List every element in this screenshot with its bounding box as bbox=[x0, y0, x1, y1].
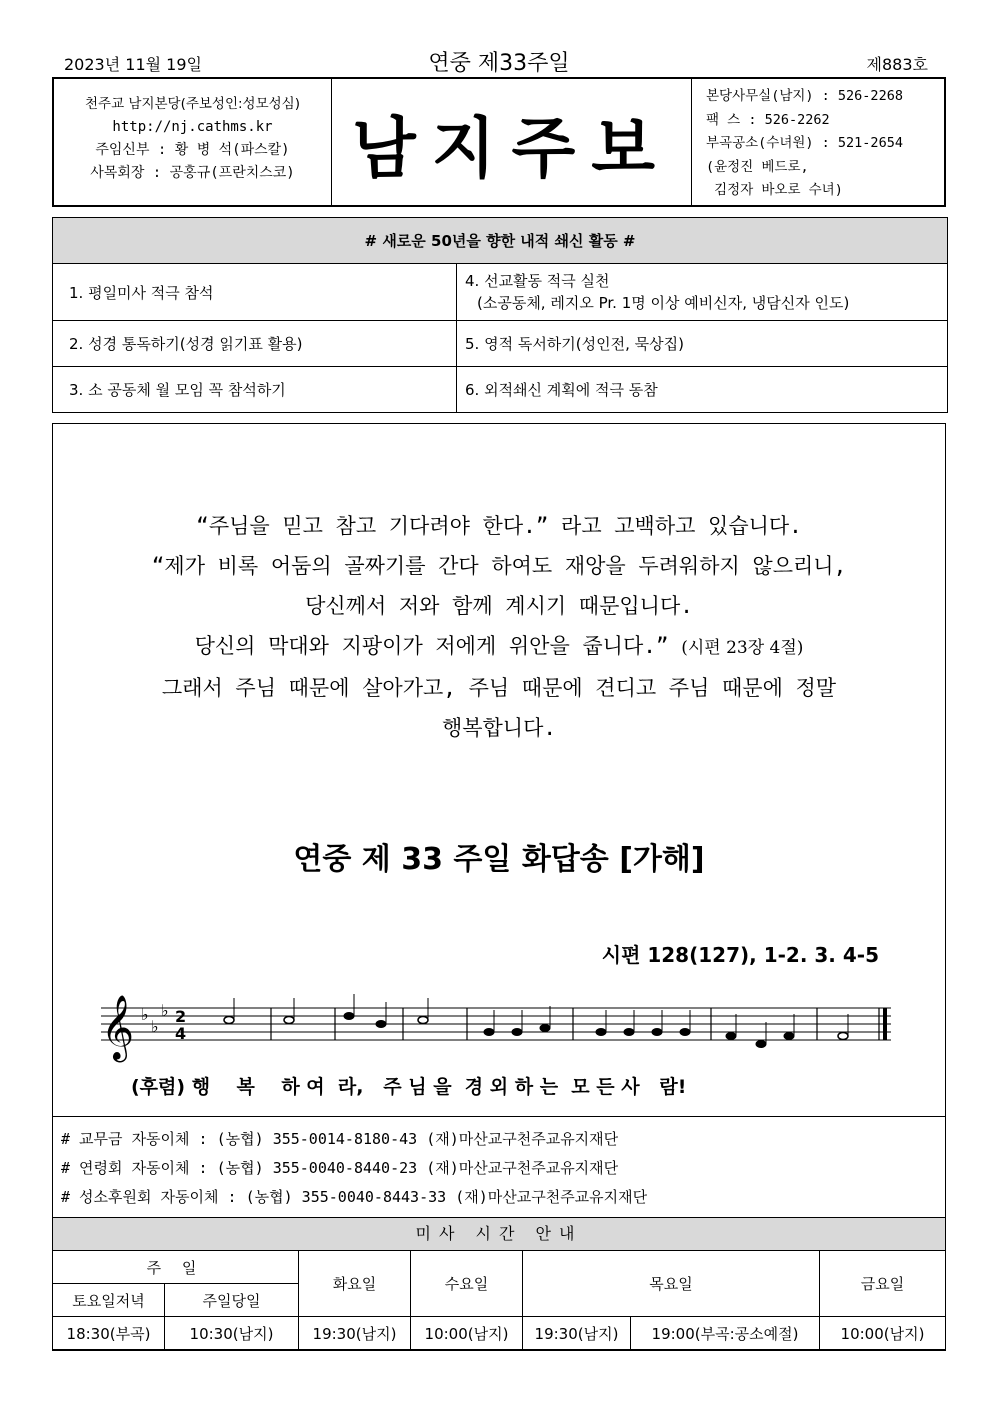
svg-text:♭: ♭ bbox=[141, 1005, 149, 1024]
sisters-line-2: 김정자 바오로 수녀) bbox=[706, 182, 843, 198]
renewal-activities-table bbox=[52, 217, 948, 413]
activity-4-detail: (소공동체, 레지오 Pr. 1명 이상 예비신자, 냉담신자 인도) bbox=[477, 294, 850, 312]
parish-url[interactable]: http://nj.cathms.kr bbox=[112, 119, 273, 135]
issue-number: 제883호 bbox=[866, 55, 928, 74]
activity-4 bbox=[457, 264, 948, 321]
account-tithe: # 교무금 자동이체 : (농협) 355-0014-8180-43 (재)마산교구천주교유지재단 bbox=[61, 1130, 619, 1148]
thursday-time-2: 19:00(부곡:공소예절) bbox=[631, 1317, 820, 1350]
thursday-time-1: 19:30(남지) bbox=[523, 1317, 631, 1350]
quote-line-4 bbox=[53, 626, 945, 668]
wednesday-time: 10:00(남지) bbox=[411, 1317, 523, 1350]
music-staff bbox=[101, 994, 901, 1064]
quote-line-5: 그래서 주님 때문에 살아가고, 주님 때문에 견디고 주님 때문에 정말 bbox=[161, 676, 837, 700]
bulletin-name: 남지주보 bbox=[351, 108, 672, 187]
notes bbox=[224, 994, 848, 1048]
quote-line-6: 행복합니다. bbox=[441, 716, 557, 740]
wednesday-header: 수요일 bbox=[411, 1251, 523, 1317]
time-signature bbox=[175, 1007, 186, 1043]
svg-text:4: 4 bbox=[175, 1024, 187, 1043]
sunday-title: 연중 제33주일 bbox=[428, 51, 570, 76]
top-line bbox=[52, 46, 946, 76]
bulletin-nameplate bbox=[332, 79, 692, 205]
tuesday-header: 화요일 bbox=[299, 1251, 411, 1317]
quote-line-2: “제가 비록 어둠의 골짜기를 간다 하여도 재앙을 두려워하지 않으리니, bbox=[151, 554, 847, 578]
activity-2: 2. 성경 통독하기(성경 읽기표 활용) bbox=[53, 321, 457, 367]
mass-schedule-table bbox=[52, 1250, 946, 1350]
account-vocation-support: # 성소후원회 자동이체 : (농협) 355-0040-8443-33 (재)마산교구천주교유지재단 bbox=[61, 1188, 648, 1206]
masthead bbox=[52, 77, 946, 207]
pastor: 주임신부 : 황 병 석(파스칼) bbox=[95, 142, 290, 158]
thursday-header: 목요일 bbox=[523, 1251, 820, 1317]
friday-time: 10:00(남지) bbox=[820, 1317, 946, 1350]
treble-clef-icon: 𝄞 bbox=[101, 995, 135, 1060]
activity-6: 6. 외적쇄신 계획에 적극 동참 bbox=[457, 367, 948, 413]
parish-name: 천주교 남지본당(주보성인:성모성심) bbox=[85, 96, 300, 112]
staff-lines bbox=[101, 1008, 891, 1040]
refrain-lyrics: (후렴) 행 복 하 여 라, 주 님 을 경 외 하 는 모 든 사 람! bbox=[131, 1076, 687, 1098]
main-content-box bbox=[52, 423, 946, 1351]
activity-5: 5. 영적 독서하기(성인전, 묵상집) bbox=[457, 321, 948, 367]
tuesday-time: 19:30(남지) bbox=[299, 1317, 411, 1350]
reflection-quote bbox=[53, 506, 945, 748]
activities-header: # 새로운 50년을 향한 내적 쇄신 활동 # bbox=[53, 218, 948, 264]
quote-line-1: “주님을 믿고 참고 기다려야 한다.” 라고 고백하고 있습니다. bbox=[196, 514, 802, 538]
sunday-header: 주 일 bbox=[53, 1251, 299, 1284]
fax-number: 팩 스 : 526-2262 bbox=[706, 111, 830, 128]
quote-line-4-text: 당신의 막대와 지팡이가 저에게 위안을 줍니다.” bbox=[194, 634, 669, 658]
parish-info bbox=[54, 79, 332, 205]
office-phone: 본당사무실(남지) : 526-2268 bbox=[706, 88, 903, 104]
responsorial-psalm-title: 연중 제 33 주일 화답송 [가해] bbox=[293, 842, 705, 877]
mission-phone: 부곡공소(수녀원) : 521-2654 bbox=[706, 135, 903, 151]
contact-info bbox=[692, 79, 944, 205]
account-funeral-society: # 연령회 자동이체 : (농협) 355-0040-8440-23 (재)마산교구천주교유지재단 bbox=[61, 1159, 619, 1177]
issue-date: 2023년 11월 19일 bbox=[64, 55, 202, 74]
council-head: 사목회장 : 공홍규(프란치스코) bbox=[90, 165, 295, 181]
svg-text:♭: ♭ bbox=[161, 1001, 169, 1020]
quote-reference: (시편 23장 4절) bbox=[681, 638, 804, 658]
saturday-evening-header: 토요일저녁 bbox=[53, 1284, 165, 1317]
friday-header: 금요일 bbox=[820, 1251, 946, 1317]
activity-1: 1. 평일미사 적극 참석 bbox=[53, 264, 457, 321]
svg-text:♭: ♭ bbox=[151, 1017, 159, 1036]
quote-line-3: 당신께서 저와 함께 계시기 때문입니다. bbox=[305, 594, 693, 618]
sunday-day-header: 주일당일 bbox=[165, 1284, 299, 1317]
auto-transfer-accounts bbox=[53, 1116, 945, 1212]
saturday-evening-time: 18:30(부곡) bbox=[53, 1317, 165, 1350]
flat-key-signature-icon bbox=[141, 1001, 169, 1036]
sisters-line-1: (윤정진 베드로, bbox=[706, 158, 809, 175]
mass-schedule-header: 미사 시간 안내 bbox=[53, 1217, 945, 1251]
activity-3: 3. 소 공동체 월 모임 꼭 참석하기 bbox=[53, 367, 457, 413]
sunday-day-time: 10:30(남지) bbox=[165, 1317, 299, 1350]
activity-4-title: 4. 선교활동 적극 실천 bbox=[465, 272, 610, 290]
psalm-reference: 시편 128(127), 1-2. 3. 4-5 bbox=[601, 943, 879, 967]
svg-text:2: 2 bbox=[175, 1007, 187, 1026]
